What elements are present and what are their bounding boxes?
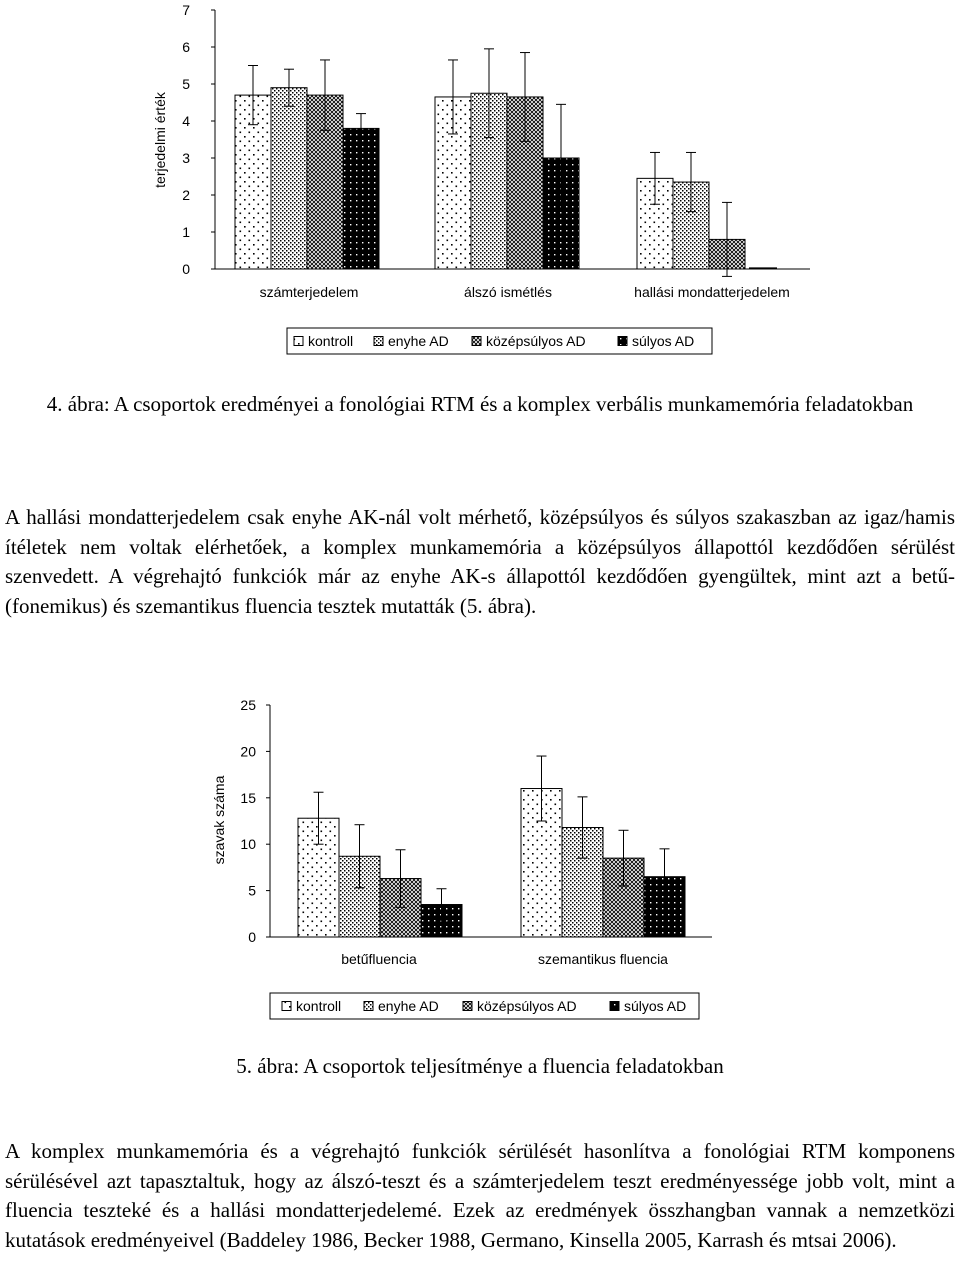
bar-enyhe-ad [271, 88, 307, 269]
y-tick-label: 5 [248, 882, 256, 899]
legend-swatch [294, 337, 303, 346]
y-tick-label: 25 [240, 697, 256, 713]
figure5-caption: 5. ábra: A csoportok teljesítménye a fluencia feladatokban [236, 1054, 724, 1078]
bars [235, 49, 777, 277]
y-tick-label: 10 [240, 836, 256, 853]
y-tick-label: 15 [240, 789, 256, 806]
category-label: betűfluencia [341, 951, 417, 967]
y-tick-label: 0 [248, 929, 256, 945]
bar-sulyos-ad [343, 128, 379, 269]
bars [298, 756, 685, 937]
legend-label: középsúlyos AD [486, 333, 586, 349]
legend-swatch [364, 1002, 373, 1011]
legend-label: enyhe AD [378, 998, 439, 1014]
y-tick-label: 6 [182, 39, 190, 55]
legend-label: súlyos AD [624, 998, 687, 1014]
category-label: számterjedelem [259, 284, 359, 300]
category-label: hallási mondatterjedelem [634, 284, 790, 300]
legend [287, 328, 712, 354]
legend-label: enyhe AD [388, 333, 449, 349]
legend-swatch [282, 1002, 291, 1011]
paragraph-2: A komplex munkamemória és a végrehajtó funkciók sérülését hasonlítva a fonológiai RTM komponens sérülésével azt tapasztaltuk, hogy az álszó-teszt és a számterjedelem teszt eredményessége jobb volt, mint a fluencia teszteké és a hallási mondatterjedelemé. Ezek az eredmények összhangban vannak a nemzetközi kutatások eredményeivel (Baddeley 1986, Becker 1988, Germano, Kinsella 2005, Karrash és mtsai 2006). [5, 1139, 955, 1252]
legend-label: kontroll [296, 998, 342, 1014]
legend-label: kontroll [308, 333, 354, 349]
y-tick-label: 0 [182, 261, 190, 277]
category-labels [260, 284, 790, 300]
y-axis-label: szavak száma [211, 775, 227, 865]
y-tick-label: 5 [182, 76, 190, 92]
legend-swatch [374, 337, 383, 346]
category-label: álszó ismétlés [464, 284, 552, 300]
legend-swatch [610, 1002, 619, 1011]
legend-label: súlyos AD [632, 333, 695, 349]
y-tick-label: 2 [182, 187, 190, 203]
figure4-chart [0, 0, 960, 370]
y-tick-label: 20 [240, 743, 256, 760]
legend-swatch [618, 337, 627, 346]
y-tick-label: 1 [182, 224, 190, 240]
legend-swatch [472, 337, 481, 346]
y-tick-label: 4 [182, 113, 190, 129]
y-tick-label: 7 [182, 2, 190, 18]
legend-label: középsúlyos AD [477, 998, 577, 1014]
y-axis [182, 2, 215, 277]
legend-swatch [463, 1002, 472, 1011]
figure5-chart [0, 690, 960, 1030]
y-tick-label: 3 [182, 150, 190, 166]
y-axis [240, 697, 270, 945]
y-axis-label: terjedelmi érték [152, 92, 168, 188]
legend [270, 993, 699, 1019]
category-label: szemantikus fluencia [538, 951, 668, 967]
paragraph-1: A hallási mondatterjedelem csak enyhe AK-nál volt mérhető, középsúlyos és súlyos szakaszban az igaz/hamis ítéletek nem voltak elérhetőek, a komplex munkamemória a középsúlyos állapottól kezdődően sérülést szenvedett. A végrehajtó funkciók már az enyhe AK-s állapottól kezdődően gyengültek, mint azt a betű- (fonemikus) és szemantikus fluencia tesztek mutatták (5. ábra). [5, 505, 955, 618]
category-labels [341, 951, 668, 967]
figure4-caption: 4. ábra: A csoportok eredményei a fonológiai RTM és a komplex verbális munkamemória feladatokban [46, 392, 914, 416]
